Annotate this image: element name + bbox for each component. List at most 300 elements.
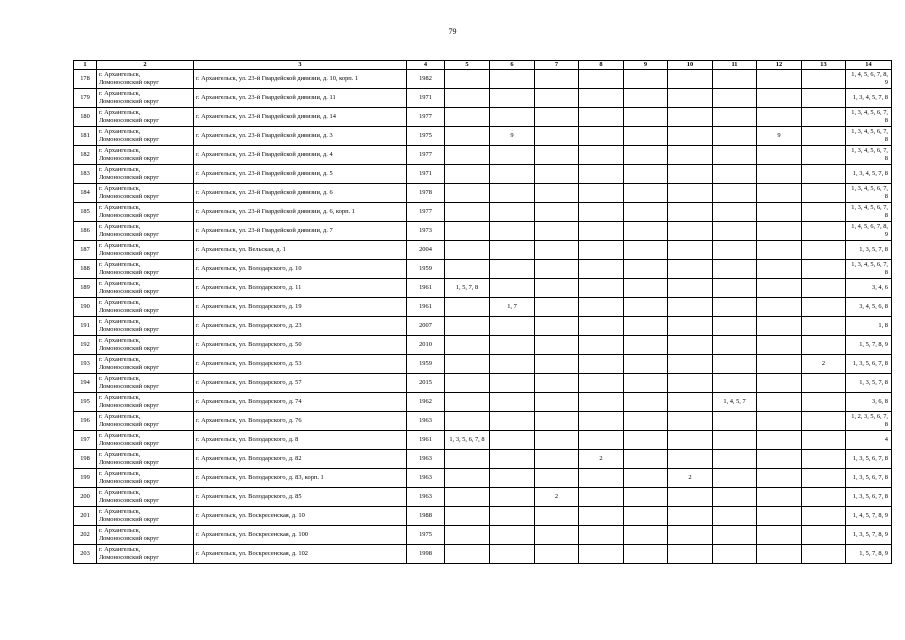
cell-col-3: г. Архангельск, ул. Володарского, д. 23 bbox=[194, 317, 407, 336]
cell-col-10 bbox=[668, 279, 713, 298]
cell-col-11 bbox=[713, 431, 757, 450]
cell-col-11 bbox=[713, 355, 757, 374]
cell-col-5: 1, 3, 5, 6, 7, 8 bbox=[445, 431, 490, 450]
cell-col-6: 9 bbox=[490, 127, 535, 146]
cell-col-10 bbox=[668, 545, 713, 564]
table-row bbox=[74, 222, 892, 241]
cell-col-14: 3, 4, 5, 6, 8 bbox=[846, 298, 892, 317]
cell-col-7 bbox=[535, 203, 579, 222]
cell-col-4: 1971 bbox=[407, 89, 445, 108]
cell-col-7 bbox=[535, 70, 579, 89]
cell-col-1: 182 bbox=[74, 146, 97, 165]
cell-col-11 bbox=[713, 241, 757, 260]
cell-col-3: г. Архангельск, ул. Володарского, д. 83, корп. 1 bbox=[194, 469, 407, 488]
cell-col-11 bbox=[713, 70, 757, 89]
cell-col-9 bbox=[624, 469, 668, 488]
cell-col-13 bbox=[802, 317, 846, 336]
table-row bbox=[74, 450, 892, 469]
cell-col-4: 1963 bbox=[407, 488, 445, 507]
cell-col-1: 193 bbox=[74, 355, 97, 374]
table-row bbox=[74, 431, 892, 450]
cell-col-5 bbox=[445, 393, 490, 412]
cell-col-4: 1963 bbox=[407, 469, 445, 488]
cell-col-8 bbox=[579, 507, 624, 526]
cell-col-7 bbox=[535, 260, 579, 279]
cell-col-10: 2 bbox=[668, 469, 713, 488]
cell-col-14: 1, 3, 4, 5, 6, 7, 8 bbox=[846, 184, 892, 203]
cell-col-2: г. Архангельск, Ломоносовский округ bbox=[97, 127, 194, 146]
cell-col-14: 1, 3, 4, 5, 7, 8 bbox=[846, 165, 892, 184]
cell-col-11 bbox=[713, 146, 757, 165]
cell-col-9 bbox=[624, 450, 668, 469]
column-header-8: 8 bbox=[579, 61, 624, 70]
table-row bbox=[74, 336, 892, 355]
column-header-5: 5 bbox=[445, 61, 490, 70]
cell-col-9 bbox=[624, 108, 668, 127]
cell-col-4: 1982 bbox=[407, 70, 445, 89]
cell-col-5 bbox=[445, 336, 490, 355]
cell-col-1: 194 bbox=[74, 374, 97, 393]
cell-col-10 bbox=[668, 431, 713, 450]
table-row bbox=[74, 469, 892, 488]
cell-col-10 bbox=[668, 70, 713, 89]
cell-col-5 bbox=[445, 469, 490, 488]
cell-col-3: г. Архангельск, ул. Володарского, д. 8 bbox=[194, 431, 407, 450]
cell-col-3: г. Архангельск, ул. 23-й Гвардейской дивизии, д. 10, корп. 1 bbox=[194, 70, 407, 89]
cell-col-3: г. Архангельск, ул. Володарского, д. 19 bbox=[194, 298, 407, 317]
cell-col-13 bbox=[802, 298, 846, 317]
cell-col-12 bbox=[757, 146, 802, 165]
cell-col-1: 178 bbox=[74, 70, 97, 89]
cell-col-12 bbox=[757, 526, 802, 545]
cell-col-10 bbox=[668, 108, 713, 127]
table-row bbox=[74, 203, 892, 222]
cell-col-2: г. Архангельск, Ломоносовский округ bbox=[97, 222, 194, 241]
cell-col-8 bbox=[579, 127, 624, 146]
cell-col-2: г. Архангельск, Ломоносовский округ bbox=[97, 260, 194, 279]
cell-col-2: г. Архангельск, Ломоносовский округ bbox=[97, 526, 194, 545]
cell-col-5 bbox=[445, 317, 490, 336]
cell-col-4: 1959 bbox=[407, 260, 445, 279]
column-header-14: 14 bbox=[846, 61, 892, 70]
cell-col-13 bbox=[802, 412, 846, 431]
cell-col-11 bbox=[713, 260, 757, 279]
cell-col-11 bbox=[713, 279, 757, 298]
cell-col-8 bbox=[579, 545, 624, 564]
cell-col-6 bbox=[490, 374, 535, 393]
cell-col-9 bbox=[624, 241, 668, 260]
cell-col-9 bbox=[624, 127, 668, 146]
cell-col-13 bbox=[802, 70, 846, 89]
cell-col-3: г. Архангельск, ул. Володарского, д. 85 bbox=[194, 488, 407, 507]
cell-col-1: 195 bbox=[74, 393, 97, 412]
table-row bbox=[74, 317, 892, 336]
cell-col-11 bbox=[713, 298, 757, 317]
cell-col-13 bbox=[802, 507, 846, 526]
cell-col-2: г. Архангельск, Ломоносовский округ bbox=[97, 488, 194, 507]
cell-col-9 bbox=[624, 70, 668, 89]
cell-col-14: 1, 4, 5, 6, 7, 8, 9 bbox=[846, 222, 892, 241]
cell-col-2: г. Архангельск, Ломоносовский округ bbox=[97, 412, 194, 431]
cell-col-10 bbox=[668, 450, 713, 469]
table-row bbox=[74, 279, 892, 298]
cell-col-1: 184 bbox=[74, 184, 97, 203]
cell-col-2: г. Архангельск, Ломоносовский округ bbox=[97, 279, 194, 298]
cell-col-9 bbox=[624, 336, 668, 355]
cell-col-3: г. Архангельск, ул. 23-й Гвардейской дивизии, д. 3 bbox=[194, 127, 407, 146]
cell-col-6 bbox=[490, 108, 535, 127]
cell-col-3: г. Архангельск, ул. Воскресенская, д. 102 bbox=[194, 545, 407, 564]
cell-col-13 bbox=[802, 241, 846, 260]
cell-col-4: 2004 bbox=[407, 241, 445, 260]
cell-col-10 bbox=[668, 241, 713, 260]
cell-col-10 bbox=[668, 298, 713, 317]
cell-col-11: 1, 4, 5, 7 bbox=[713, 393, 757, 412]
cell-col-2: г. Архангельск, Ломоносовский округ bbox=[97, 317, 194, 336]
table-row bbox=[74, 355, 892, 374]
cell-col-5: 1, 5, 7, 8 bbox=[445, 279, 490, 298]
cell-col-12 bbox=[757, 374, 802, 393]
column-header-3: 3 bbox=[194, 61, 407, 70]
cell-col-1: 197 bbox=[74, 431, 97, 450]
cell-col-4: 1962 bbox=[407, 393, 445, 412]
cell-col-14: 1, 3, 4, 5, 6, 7, 8 bbox=[846, 260, 892, 279]
cell-col-5 bbox=[445, 488, 490, 507]
cell-col-4: 1961 bbox=[407, 298, 445, 317]
cell-col-7 bbox=[535, 317, 579, 336]
cell-col-14: 1, 3, 4, 5, 6, 7, 8 bbox=[846, 108, 892, 127]
cell-col-2: г. Архангельск, Ломоносовский округ bbox=[97, 374, 194, 393]
cell-col-5 bbox=[445, 108, 490, 127]
cell-col-7 bbox=[535, 545, 579, 564]
table-row bbox=[74, 393, 892, 412]
cell-col-5 bbox=[445, 260, 490, 279]
cell-col-5 bbox=[445, 526, 490, 545]
cell-col-7 bbox=[535, 507, 579, 526]
cell-col-6 bbox=[490, 184, 535, 203]
cell-col-1: 190 bbox=[74, 298, 97, 317]
cell-col-2: г. Архангельск, Ломоносовский округ bbox=[97, 146, 194, 165]
cell-col-12: 9 bbox=[757, 127, 802, 146]
cell-col-12 bbox=[757, 298, 802, 317]
cell-col-8: 2 bbox=[579, 450, 624, 469]
cell-col-9 bbox=[624, 260, 668, 279]
cell-col-13: 2 bbox=[802, 355, 846, 374]
cell-col-2: г. Архангельск, Ломоносовский округ bbox=[97, 393, 194, 412]
cell-col-9 bbox=[624, 526, 668, 545]
cell-col-2: г. Архангельск, Ломоносовский округ bbox=[97, 431, 194, 450]
cell-col-1: 192 bbox=[74, 336, 97, 355]
cell-col-3: г. Архангельск, ул. Володарского, д. 74 bbox=[194, 393, 407, 412]
cell-col-13 bbox=[802, 374, 846, 393]
cell-col-13 bbox=[802, 203, 846, 222]
cell-col-9 bbox=[624, 146, 668, 165]
cell-col-13 bbox=[802, 469, 846, 488]
cell-col-1: 198 bbox=[74, 450, 97, 469]
cell-col-12 bbox=[757, 336, 802, 355]
cell-col-12 bbox=[757, 203, 802, 222]
cell-col-11 bbox=[713, 108, 757, 127]
cell-col-13 bbox=[802, 222, 846, 241]
cell-col-8 bbox=[579, 165, 624, 184]
table-row bbox=[74, 526, 892, 545]
column-header-9: 9 bbox=[624, 61, 668, 70]
cell-col-6 bbox=[490, 469, 535, 488]
cell-col-4: 1971 bbox=[407, 165, 445, 184]
cell-col-10 bbox=[668, 526, 713, 545]
cell-col-12 bbox=[757, 469, 802, 488]
cell-col-7: 2 bbox=[535, 488, 579, 507]
cell-col-6 bbox=[490, 545, 535, 564]
cell-col-1: 191 bbox=[74, 317, 97, 336]
cell-col-14: 1, 3, 5, 6, 7, 8 bbox=[846, 488, 892, 507]
cell-col-8 bbox=[579, 317, 624, 336]
table-row bbox=[74, 545, 892, 564]
cell-col-3: г. Архангельск, ул. 23-й Гвардейской дивизии, д. 4 bbox=[194, 146, 407, 165]
cell-col-1: 181 bbox=[74, 127, 97, 146]
cell-col-9 bbox=[624, 279, 668, 298]
cell-col-14: 1, 5, 7, 8, 9 bbox=[846, 545, 892, 564]
cell-col-7 bbox=[535, 298, 579, 317]
cell-col-7 bbox=[535, 336, 579, 355]
cell-col-5 bbox=[445, 507, 490, 526]
cell-col-6 bbox=[490, 412, 535, 431]
cell-col-14: 3, 4, 6 bbox=[846, 279, 892, 298]
table-row bbox=[74, 184, 892, 203]
cell-col-6 bbox=[490, 165, 535, 184]
cell-col-14: 1, 8 bbox=[846, 317, 892, 336]
cell-col-1: 203 bbox=[74, 545, 97, 564]
cell-col-4: 1977 bbox=[407, 146, 445, 165]
cell-col-2: г. Архангельск, Ломоносовский округ bbox=[97, 336, 194, 355]
cell-col-3: г. Архангельск, ул. Володарского, д. 82 bbox=[194, 450, 407, 469]
cell-col-4: 1963 bbox=[407, 450, 445, 469]
cell-col-6: 1, 7 bbox=[490, 298, 535, 317]
cell-col-10 bbox=[668, 507, 713, 526]
cell-col-2: г. Архангельск, Ломоносовский округ bbox=[97, 184, 194, 203]
cell-col-6 bbox=[490, 488, 535, 507]
cell-col-9 bbox=[624, 412, 668, 431]
table-row bbox=[74, 127, 892, 146]
cell-col-7 bbox=[535, 526, 579, 545]
cell-col-13 bbox=[802, 526, 846, 545]
cell-col-7 bbox=[535, 469, 579, 488]
cell-col-13 bbox=[802, 165, 846, 184]
cell-col-7 bbox=[535, 184, 579, 203]
cell-col-8 bbox=[579, 108, 624, 127]
cell-col-2: г. Архангельск, Ломоносовский округ bbox=[97, 70, 194, 89]
cell-col-8 bbox=[579, 203, 624, 222]
cell-col-7 bbox=[535, 450, 579, 469]
table-row bbox=[74, 70, 892, 89]
cell-col-12 bbox=[757, 355, 802, 374]
cell-col-12 bbox=[757, 412, 802, 431]
column-header-10: 10 bbox=[668, 61, 713, 70]
cell-col-9 bbox=[624, 165, 668, 184]
cell-col-4: 1988 bbox=[407, 507, 445, 526]
cell-col-6 bbox=[490, 317, 535, 336]
cell-col-14: 1, 4, 5, 6, 7, 8, 9 bbox=[846, 70, 892, 89]
cell-col-11 bbox=[713, 203, 757, 222]
cell-col-2: г. Архангельск, Ломоносовский округ bbox=[97, 450, 194, 469]
column-header-4: 4 bbox=[407, 61, 445, 70]
cell-col-3: г. Архангельск, ул. 23-й Гвардейской дивизии, д. 5 bbox=[194, 165, 407, 184]
column-header-1: 1 bbox=[74, 61, 97, 70]
cell-col-10 bbox=[668, 355, 713, 374]
cell-col-8 bbox=[579, 488, 624, 507]
table-row bbox=[74, 298, 892, 317]
cell-col-7 bbox=[535, 222, 579, 241]
cell-col-11 bbox=[713, 374, 757, 393]
cell-col-10 bbox=[668, 336, 713, 355]
cell-col-3: г. Архангельск, ул. Володарского, д. 57 bbox=[194, 374, 407, 393]
cell-col-12 bbox=[757, 70, 802, 89]
page-number: 79 bbox=[448, 27, 457, 36]
cell-col-7 bbox=[535, 89, 579, 108]
table-row bbox=[74, 374, 892, 393]
cell-col-13 bbox=[802, 279, 846, 298]
cell-col-4: 1961 bbox=[407, 279, 445, 298]
cell-col-9 bbox=[624, 431, 668, 450]
cell-col-1: 185 bbox=[74, 203, 97, 222]
cell-col-5 bbox=[445, 203, 490, 222]
cell-col-8 bbox=[579, 393, 624, 412]
cell-col-7 bbox=[535, 241, 579, 260]
cell-col-12 bbox=[757, 165, 802, 184]
cell-col-11 bbox=[713, 545, 757, 564]
cell-col-11 bbox=[713, 488, 757, 507]
cell-col-3: г. Архангельск, ул. 23-й Гвардейской дивизии, д. 14 bbox=[194, 108, 407, 127]
cell-col-8 bbox=[579, 146, 624, 165]
cell-col-1: 183 bbox=[74, 165, 97, 184]
table-row bbox=[74, 241, 892, 260]
cell-col-14: 1, 3, 4, 5, 6, 7, 8 bbox=[846, 146, 892, 165]
cell-col-9 bbox=[624, 355, 668, 374]
cell-col-12 bbox=[757, 393, 802, 412]
cell-col-5 bbox=[445, 298, 490, 317]
cell-col-2: г. Архангельск, Ломоносовский округ bbox=[97, 241, 194, 260]
cell-col-9 bbox=[624, 317, 668, 336]
cell-col-14: 1, 2, 3, 5, 6, 7, 8 bbox=[846, 412, 892, 431]
cell-col-1: 179 bbox=[74, 89, 97, 108]
cell-col-3: г. Архангельск, ул. 23-й Гвардейской дивизии, д. 6 bbox=[194, 184, 407, 203]
cell-col-10 bbox=[668, 374, 713, 393]
table-row bbox=[74, 488, 892, 507]
cell-col-14: 1, 3, 4, 5, 6, 7, 8 bbox=[846, 203, 892, 222]
cell-col-8 bbox=[579, 184, 624, 203]
cell-col-14: 1, 3, 5, 6, 7, 8 bbox=[846, 355, 892, 374]
cell-col-9 bbox=[624, 222, 668, 241]
table-row bbox=[74, 507, 892, 526]
cell-col-10 bbox=[668, 488, 713, 507]
cell-col-3: г. Архангельск, ул. Вельская, д. 1 bbox=[194, 241, 407, 260]
cell-col-10 bbox=[668, 165, 713, 184]
cell-col-14: 1, 3, 5, 7, 8 bbox=[846, 374, 892, 393]
cell-col-13 bbox=[802, 393, 846, 412]
cell-col-13 bbox=[802, 184, 846, 203]
cell-col-5 bbox=[445, 89, 490, 108]
cell-col-4: 2010 bbox=[407, 336, 445, 355]
cell-col-4: 1973 bbox=[407, 222, 445, 241]
cell-col-6 bbox=[490, 203, 535, 222]
cell-col-1: 188 bbox=[74, 260, 97, 279]
cell-col-13 bbox=[802, 108, 846, 127]
cell-col-13 bbox=[802, 260, 846, 279]
cell-col-10 bbox=[668, 222, 713, 241]
cell-col-5 bbox=[445, 545, 490, 564]
cell-col-8 bbox=[579, 279, 624, 298]
cell-col-2: г. Архангельск, Ломоносовский округ bbox=[97, 355, 194, 374]
cell-col-1: 186 bbox=[74, 222, 97, 241]
cell-col-2: г. Архангельск, Ломоносовский округ bbox=[97, 507, 194, 526]
cell-col-6 bbox=[490, 70, 535, 89]
cell-col-12 bbox=[757, 545, 802, 564]
cell-col-8 bbox=[579, 355, 624, 374]
cell-col-5 bbox=[445, 412, 490, 431]
cell-col-1: 180 bbox=[74, 108, 97, 127]
cell-col-8 bbox=[579, 431, 624, 450]
cell-col-9 bbox=[624, 545, 668, 564]
cell-col-13 bbox=[802, 450, 846, 469]
column-header-2: 2 bbox=[97, 61, 194, 70]
cell-col-11 bbox=[713, 165, 757, 184]
cell-col-14: 4 bbox=[846, 431, 892, 450]
cell-col-14: 1, 3, 5, 6, 7, 8 bbox=[846, 469, 892, 488]
cell-col-7 bbox=[535, 431, 579, 450]
cell-col-9 bbox=[624, 507, 668, 526]
cell-col-4: 1977 bbox=[407, 108, 445, 127]
table-body bbox=[74, 70, 892, 564]
cell-col-5 bbox=[445, 70, 490, 89]
cell-col-7 bbox=[535, 355, 579, 374]
cell-col-9 bbox=[624, 298, 668, 317]
cell-col-6 bbox=[490, 279, 535, 298]
table-row bbox=[74, 108, 892, 127]
cell-col-5 bbox=[445, 222, 490, 241]
cell-col-6 bbox=[490, 526, 535, 545]
cell-col-11 bbox=[713, 184, 757, 203]
cell-col-11 bbox=[713, 89, 757, 108]
cell-col-7 bbox=[535, 279, 579, 298]
cell-col-6 bbox=[490, 241, 535, 260]
cell-col-8 bbox=[579, 526, 624, 545]
cell-col-3: г. Архангельск, ул. 23-й Гвардейской дивизии, д. 7 bbox=[194, 222, 407, 241]
column-header-13: 13 bbox=[802, 61, 846, 70]
cell-col-10 bbox=[668, 146, 713, 165]
cell-col-8 bbox=[579, 469, 624, 488]
cell-col-11 bbox=[713, 412, 757, 431]
cell-col-13 bbox=[802, 431, 846, 450]
cell-col-10 bbox=[668, 203, 713, 222]
cell-col-12 bbox=[757, 260, 802, 279]
cell-col-1: 201 bbox=[74, 507, 97, 526]
column-header-11: 11 bbox=[713, 61, 757, 70]
cell-col-11 bbox=[713, 127, 757, 146]
cell-col-13 bbox=[802, 89, 846, 108]
cell-col-2: г. Архангельск, Ломоносовский округ bbox=[97, 108, 194, 127]
cell-col-1: 189 bbox=[74, 279, 97, 298]
cell-col-6 bbox=[490, 146, 535, 165]
cell-col-8 bbox=[579, 298, 624, 317]
cell-col-12 bbox=[757, 279, 802, 298]
table-row bbox=[74, 89, 892, 108]
cell-col-4: 1963 bbox=[407, 412, 445, 431]
cell-col-8 bbox=[579, 241, 624, 260]
cell-col-9 bbox=[624, 393, 668, 412]
cell-col-3: г. Архангельск, ул. Володарского, д. 50 bbox=[194, 336, 407, 355]
column-header-row bbox=[74, 61, 892, 70]
table-row bbox=[74, 146, 892, 165]
